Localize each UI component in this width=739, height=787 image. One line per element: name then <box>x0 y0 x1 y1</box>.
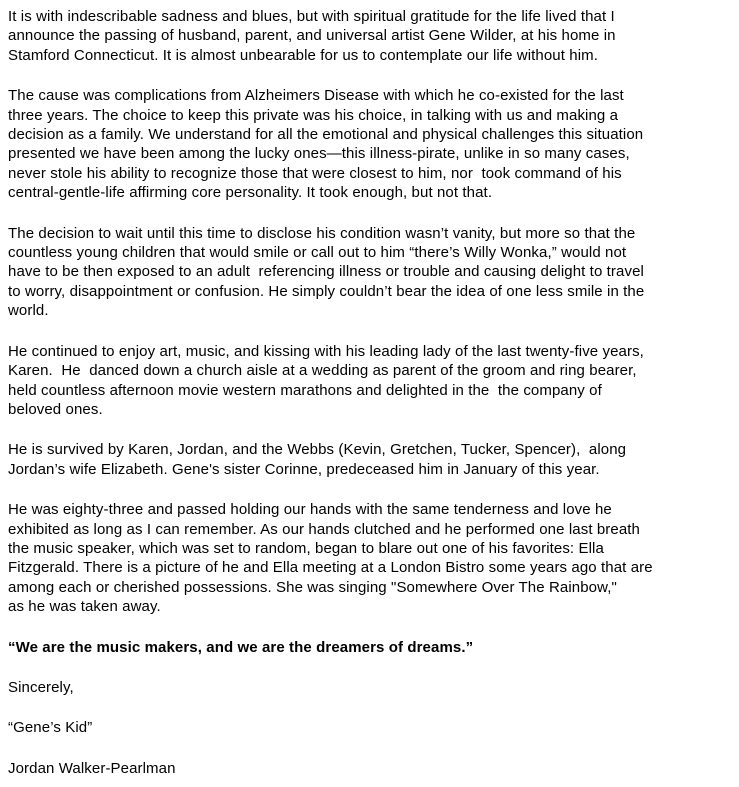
text-line: the music speaker, which was set to random, began to blare out one of his favorites: Ella <box>8 539 604 557</box>
text-line: countless young children that would smile or call out to him “there’s Willy Wonka,” would not <box>8 244 627 262</box>
text-line: Karen. He danced down a church aisle at a wedding as parent of the groom and ring bearer, <box>8 362 637 380</box>
text-line: among each or cherished possessions. She was singing "Somewhere Over The Rainbow," <box>8 578 617 596</box>
paragraph <box>8 7 721 65</box>
text-line: to worry, disappointment or confusion. He simply couldn’t bear the idea of one less smile in the <box>8 282 645 300</box>
text-line: The cause was complications from Alzheimers Disease with which he co-existed for the last <box>8 87 624 105</box>
text-line: held countless afternoon movie western marathons and delighted in the the company of <box>8 381 602 399</box>
text-line: world. <box>8 302 49 320</box>
text-line: Jordan Walker-Pearlman <box>8 759 176 777</box>
text-line: Stamford Connecticut. It is almost unbearable for us to contemplate our life without him. <box>8 46 599 64</box>
text-line: He continued to enjoy art, music, and kissing with his leading lady of the last twenty-five years, <box>8 342 644 360</box>
text-line: It is with indescribable sadness and blues, but with spiritual gratitude for the life lived that I <box>8 8 615 25</box>
text-line: have to be then exposed to an adult referencing illness or trouble and causing delight to travel <box>8 263 644 281</box>
text-line: as he was taken away. <box>8 598 161 616</box>
paragraph <box>8 440 721 479</box>
text-line: central-gentle-life affirming core personality. It took enough, but not that. <box>8 184 493 202</box>
text-line: never stole his ability to recognize those that were closest to him, nor took command of his <box>8 164 622 182</box>
text-line: exhibited as long as I can remember. As our hands clutched and he performed one last breath <box>8 520 640 538</box>
text-line: “Gene’s Kid” <box>8 719 93 737</box>
paragraph <box>8 759 721 778</box>
quote-paragraph <box>8 638 721 657</box>
paragraph <box>8 342 721 420</box>
text-line: “We are the music makers, and we are the dreamers of dreams.” <box>8 638 474 656</box>
paragraph <box>8 86 721 202</box>
paragraph <box>8 224 721 321</box>
text-line: presented we have been among the lucky ones—this illness-pirate, unlike in so many cases, <box>8 145 630 163</box>
text-line: Jordan’s wife Elizabeth. Gene's sister Corinne, predeceased him in January of this year. <box>8 460 600 478</box>
text-line: He is survived by Karen, Jordan, and the Webbs (Kevin, Gretchen, Tucker, Spencer), along <box>8 441 627 459</box>
paragraph <box>8 678 721 697</box>
text-line: announce the passing of husband, parent, and universal artist Gene Wilder, at his home in <box>8 27 616 45</box>
text-line: beloved ones. <box>8 400 103 418</box>
paragraph-list <box>8 7 721 778</box>
text-line: The decision to wait until this time to disclose his condition wasn’t vanity, but more so that the <box>8 224 636 242</box>
text-line: three years. The choice to keep this private was his choice, in talking with us and making a <box>8 106 619 124</box>
paragraph <box>8 500 721 616</box>
text-line: Sincerely, <box>8 678 74 696</box>
paragraph <box>8 718 721 737</box>
text-line: He was eighty-three and passed holding our hands with the same tenderness and love he <box>8 501 612 519</box>
text-line: decision as a family. We understand for all the emotional and physical challenges this situation <box>8 126 644 144</box>
text-line: Fitzgerald. There is a picture of he and Ella meeting at a London Bistro some years ago that are <box>8 559 653 577</box>
